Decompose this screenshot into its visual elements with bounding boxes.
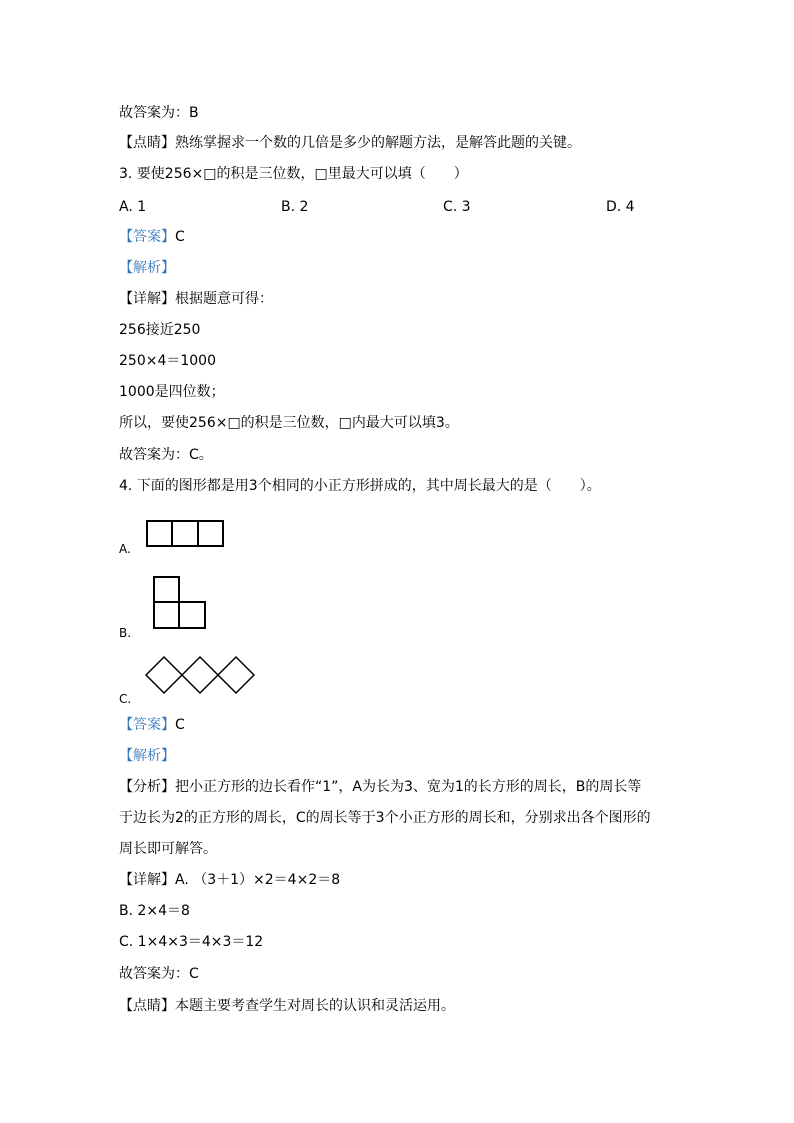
q3-answer — [119, 228, 185, 246]
tip-tag: 【点睛】 — [119, 135, 175, 151]
fenxi-2: 于边长为2的正方形的周长，C的周长等于3个小正方形的周长和，分别求出各个图形的 — [119, 810, 651, 826]
answer-value: C — [175, 717, 185, 733]
figure-b-l-shape — [153, 576, 207, 630]
q4-detail-3: C. 1×4×3＝4×3＝12 — [119, 934, 264, 950]
q4-answer — [119, 716, 185, 734]
fenxi-1 — [119, 778, 641, 796]
q3-detail-5: 所以，要使256×□的积是三位数，□内最大可以填3。 — [119, 415, 459, 431]
fenxi-3: 周长即可解答。 — [119, 841, 217, 857]
fenxi-tag: 【分析】 — [119, 779, 175, 795]
q3-option-c: C. 3 — [443, 199, 471, 215]
q4-detail-1 — [119, 871, 340, 889]
q4-detail-2: B. 2×4＝8 — [119, 903, 190, 919]
tip-text: 本题主要考查学生对周长的认识和灵活运用。 — [175, 998, 455, 1014]
tip-text: 熟练掌握求一个数的几倍是多少的解题方法，是解答此题的关键。 — [175, 135, 581, 151]
fig-a-label: A. — [119, 542, 131, 556]
fig-c-label: C. — [119, 692, 132, 706]
q3-detail-4: 1000是四位数； — [119, 384, 225, 400]
q4-tip — [119, 997, 455, 1015]
tip-tag: 【点睛】 — [119, 998, 175, 1014]
fenxi-text: 把小正方形的边长看作“1”，A为长为3、宽为1的长方形的周长，B的周长等 — [175, 779, 642, 795]
detail-tag: 【详解】 — [119, 291, 175, 307]
q3-option-a: A. 1 — [119, 199, 147, 215]
detail-tag: 【详解】 — [119, 872, 175, 888]
answer-tag: 【答案】 — [119, 229, 175, 245]
detail-text: 根据题意可得： — [175, 291, 273, 307]
analysis-tag: 【解析】 — [119, 260, 175, 276]
answer-line: 故答案为：B — [119, 105, 199, 121]
q3-detail-2: 256接近250 — [119, 322, 201, 338]
answer-value: C — [175, 229, 185, 245]
fig-b-label: B. — [119, 626, 132, 640]
q3-option-d: D. 4 — [606, 199, 635, 215]
question-3: 3. 要使256×□的积是三位数，□里最大可以填（ ） — [119, 166, 468, 182]
q3-option-b: B. 2 — [281, 199, 309, 215]
figure-a-three-squares-row — [146, 520, 226, 548]
q3-detail-1 — [119, 290, 273, 308]
figure-c-diamonds — [145, 656, 257, 696]
detail-text: A. （3＋1）×2＝4×2＝8 — [175, 872, 341, 888]
q4-final: 故答案为：C — [119, 966, 199, 982]
q3-final: 故答案为：C。 — [119, 447, 213, 463]
answer-tag: 【答案】 — [119, 717, 175, 733]
tip-line — [119, 134, 581, 152]
q3-detail-3: 250×4＝1000 — [119, 353, 216, 369]
question-4: 4. 下面的图形都是用3个相同的小正方形拼成的，其中周长最大的是（ ）。 — [119, 478, 601, 494]
analysis-tag: 【解析】 — [119, 748, 175, 764]
